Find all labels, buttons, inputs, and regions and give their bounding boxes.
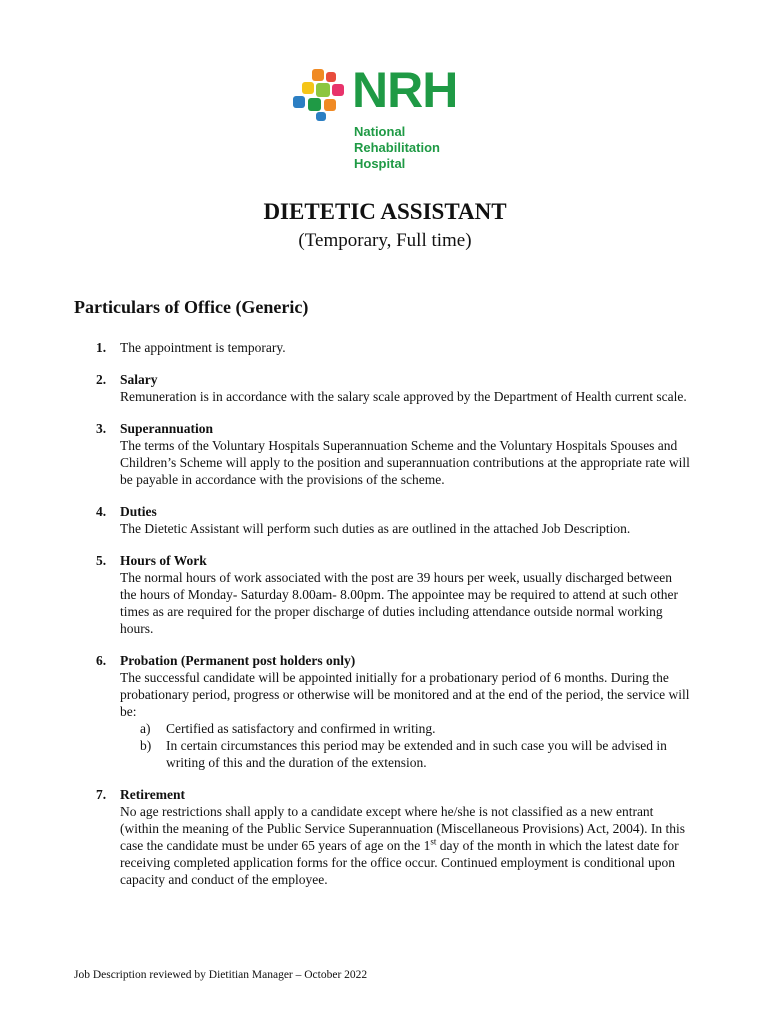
sub-item-text: In certain circumstances this period may be extended and in such case you will be advised in writing of this and the duration of the extension. (166, 738, 667, 770)
item-text: Remuneration is in accordance with the salary scale approved by the Department of Health current scale. (120, 389, 687, 404)
document-title: DIETETIC ASSISTANT (263, 199, 507, 224)
item-text-part: No age restrictions shall apply to a candidate except where he/she is not classified as a new entrant (within the meaning of the Public Service Superannuation (Miscellaneous Provisions) Act, 2004). In this case the candidate must be under 65 years of age on the 1 (120, 804, 686, 853)
list-item (0, 420, 770, 488)
item-text: The successful candidate will be appointed initially for a probationary period of 6 months. During the probationary period, progress or otherwise will be monitored and at the end of the period, the service will be: (120, 670, 690, 719)
item-heading: Superannuation (120, 421, 214, 436)
item-text: The Dietetic Assistant will perform such duties as are outlined in the attached Job Description. (120, 521, 631, 536)
item-number: 7. (96, 787, 107, 802)
item-number: 2. (96, 372, 107, 387)
section-heading: Particulars of Office (Generic) (74, 297, 309, 317)
sub-item-label: a) (140, 721, 151, 736)
item-text (120, 803, 690, 888)
ordinal-suffix: st (430, 836, 437, 847)
list-item (0, 652, 770, 771)
item-text: The appointment is temporary. (120, 340, 286, 355)
logo-name-line: National (354, 124, 406, 139)
item-heading: Duties (120, 504, 157, 519)
list-item (0, 339, 770, 356)
logo-hospital-name (354, 124, 440, 172)
list-item (0, 552, 770, 637)
list-item (0, 786, 770, 888)
item-heading: Retirement (120, 787, 185, 802)
nrh-logo (290, 62, 490, 174)
sub-list-item (140, 737, 690, 771)
logo-name-line: Hospital (354, 156, 406, 171)
item-number: 1. (96, 340, 107, 355)
sub-list-item (140, 720, 690, 737)
item-text-part: day of the month in which the latest date for receiving completed application forms for the office occur. Continued employment is conditional upon capacity and conduct of the employee. (120, 838, 679, 887)
list-item (0, 503, 770, 537)
logo-name-line: Rehabilitation (354, 140, 440, 155)
item-heading: Hours of Work (120, 553, 207, 568)
item-number: 4. (96, 504, 107, 519)
sub-item-label: b) (140, 738, 152, 753)
page-footer: Job Description reviewed by Dietitian Manager – October 2022 (74, 969, 368, 981)
item-heading: Probation (Permanent post holders only) (120, 653, 356, 668)
item-number: 6. (96, 653, 107, 668)
item-number: 3. (96, 421, 107, 436)
item-text: The normal hours of work associated with the post are 39 hours per week, usually discharged between the hours of Monday- Saturday 8.00am- 8.00pm. The appointee may be required to attend at such other times as are required for the proper discharge of duties including attendance outside normal working hours. (120, 570, 678, 636)
item-number: 5. (96, 553, 107, 568)
sub-item-text: Certified as satisfactory and confirmed in writing. (166, 721, 436, 736)
list-item (0, 371, 770, 405)
item-heading: Salary (120, 372, 158, 387)
logo-acronym: NRH (352, 62, 458, 118)
particulars-list (0, 339, 770, 903)
item-text: The terms of the Voluntary Hospitals Superannuation Scheme and the Voluntary Hospitals Spouses and Children’s Scheme will apply to the position and superannuation contributions at the appropriate rate will be payable in accordance with the provisions of the scheme. (120, 438, 690, 487)
nrh-logo-mark-icon (290, 66, 350, 122)
document-subtitle: (Temporary, Full time) (298, 230, 472, 251)
